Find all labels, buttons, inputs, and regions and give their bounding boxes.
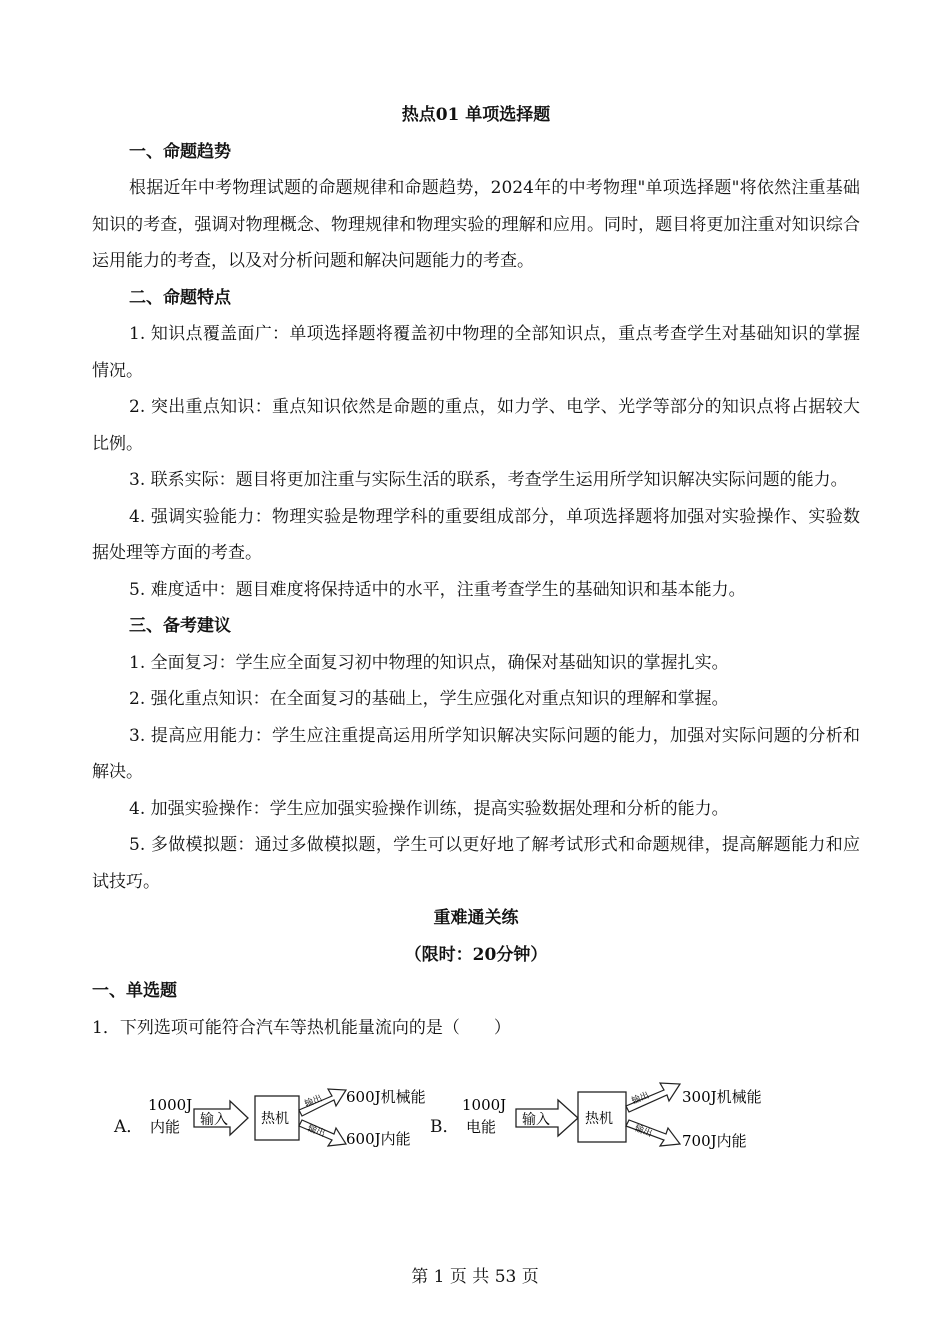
option-a-input-label: 输入 [200,1112,228,1128]
option-b-source-amount: 1000J [462,1096,507,1114]
section-heading-trend: 一、命题趋势 [129,141,231,162]
advice-item: 3. 提高应用能力：学生应注重提高运用所学知识解决实际问题的能力，加强对实际问题的分析和解决。 [92,725,860,782]
option-b-letter[interactable]: B． [430,1117,460,1137]
feature-item: 1. 知识点覆盖面广：单项选择题将覆盖初中物理的全部知识点，重点考查学生对基础知识的掌握情况。 [92,324,860,381]
option-b-machine-label: 热机 [585,1111,613,1127]
section-heading-advice: 三、备考建议 [129,616,231,636]
trend-paragraph: 根据近年中考物理试题的命题规律和命题趋势，2024年的中考物理"单项选择题"将依然注重基础知识的考查，强调对物理概念、物理规律和物理实验的理解和应用。同时，题目将更加注重对知识综合运用能力的考查，以及对分析问题和解决问题能力的考查。 [92,178,860,271]
section-heading-features: 二、命题特点 [129,287,231,308]
option-a-machine-label: 热机 [261,1111,289,1127]
feature-item: 2. 突出重点知识：重点知识依然是命题的重点，如力学、电学、光学等部分的知识点将占据较大比例。 [92,397,860,454]
option-a-output-label-1: 输出 [303,1093,324,1110]
option-b-output-label-2: 输出 [632,1123,654,1140]
page-footer: 第 1 页 共 53 页 [411,1267,539,1287]
option-b-diagram [460,1080,820,1170]
option-b-output-1: 300J机械能 [682,1088,762,1106]
advice-item: 1. 全面复习：学生应全面复习初中物理的知识点，确保对基础知识的掌握扎实。 [129,652,729,673]
option-b-source-type: 电能 [466,1118,497,1136]
option-a-source-amount: 1000J [148,1096,193,1114]
advice-item: 2. 强化重点知识：在全面复习的基础上，学生应强化对重点知识的理解和掌握。 [129,689,729,709]
page-title: 热点01 单项选择题 [401,105,551,125]
option-a-source-type: 内能 [150,1118,181,1136]
question-1-stem: 1．下列选项可能符合汽车等热机能量流向的是（ ） [92,1017,511,1038]
option-a-diagram [144,1080,464,1170]
practice-title: 重难通关练 [433,908,519,928]
advice-item: 4. 加强实验操作：学生应加强实验操作训练，提高实验数据处理和分析的能力。 [129,798,729,819]
option-b-output-label-1: 输出 [630,1090,651,1107]
feature-item: 3. 联系实际：题目将更加注重与实际生活的联系，考查学生运用所学知识解决实际问题的能力。 [129,470,848,490]
time-limit: （限时：20分钟） [404,944,548,965]
option-a-output-1: 600J机械能 [346,1088,426,1106]
feature-item: 4. 强调实验能力：物理实验是物理学科的重要组成部分，单项选择题将加强对实验操作、实验数据处理等方面的考查。 [92,506,860,563]
option-a-output-2: 600J内能 [346,1130,411,1148]
option-a-letter[interactable]: A． [114,1117,144,1137]
option-b-output-2: 700J内能 [682,1132,747,1150]
feature-item: 5. 难度适中：题目难度将保持适中的水平，注重考查学生的基础知识和基本能力。 [129,579,746,600]
advice-item: 5. 多做模拟题：通过多做模拟题，学生可以更好地了解考试形式和命题规律，提高解题能力和应试技巧。 [92,835,860,892]
option-b-input-label: 输入 [522,1112,550,1128]
question-1-options [110,1080,810,1170]
single-choice-heading: 一、单选题 [92,981,177,1001]
page-content [92,97,860,1046]
option-a-output-label-2: 输出 [305,1123,327,1140]
